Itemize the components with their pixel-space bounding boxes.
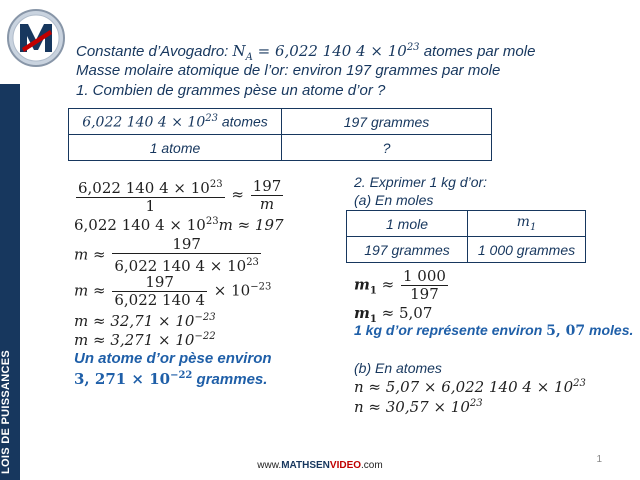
conclusion-atom-mass-1: Un atome d’or pèse environ [74, 350, 272, 367]
question-2: 2. Exprimer 1 kg d’or: [354, 174, 488, 190]
avogadro-line: Constante d’Avogadro: $N_A = 6,022$ 140 $4 \times 10^{23}$ atomes par mole [76, 42, 536, 63]
conclusion-moles: 1 kg d’or représente environ 5, 07 moles. [354, 322, 634, 339]
equation-proportion: $\frac{6,022 140 4 \times 10^{23}}{1}$ ≈ $\frac{197}{m}$ [78, 177, 282, 215]
page-number: 1 [596, 454, 602, 465]
table1-cell-unknown: ? [282, 135, 492, 161]
sidebar-band [0, 84, 20, 480]
table2-cell-197g: 197 grammes [347, 237, 468, 263]
table1-cell-grams: 197 grammes [282, 109, 492, 135]
question-2a: (a) En moles [354, 192, 434, 208]
equation-m1-fraction: $m_1$ ≈ $\frac{1 000}{197}$ [354, 267, 446, 303]
footer-website: www.MATHSENVIDEO.com [257, 460, 383, 471]
avogadro-formula: $N_A = 6,022$ 140 $4 \times 10^{23}$ [232, 42, 420, 63]
equation-cross-multiply: 6,022 140 $4 \times 10^{23}m \approx 197$ [74, 216, 284, 234]
question-2b: (b) En atomes [354, 360, 442, 376]
equation-isolate-m: m ≈ $\frac{197}{6,022 140 4 \times 10^{23}}$ [74, 235, 259, 275]
sidebar-label: LOIS DE PUISSANCES [0, 350, 12, 474]
equation-result-1: $m \approx 32,71 \times 10^{-23}$ [74, 312, 216, 330]
molar-mass-line: Masse molaire atomique de l’or: environ 197 grammes par mole [76, 62, 501, 79]
proportion-table [68, 108, 492, 161]
equation-result-2: $m \approx 3,271 \times 10^{-22}$ [74, 331, 216, 349]
conclusion-atom-mass-2: 3, $271 \times 10^{-22}$ grammes. [74, 370, 268, 388]
table1-cell-atoms: 6,022 140 $4 \times 10^{23}$ atomes [69, 109, 282, 135]
table1-cell-one-atom: 1 atome [69, 135, 282, 161]
table2-cell-one-mole: 1 mole [347, 211, 468, 237]
moles-table [346, 210, 586, 263]
equation-n-product: n ≈ 5,07 × 6,022 140 $4 \times 10^{23}$ [354, 378, 586, 396]
equation-m1-result: $m_1 \approx 5,07$ [354, 304, 433, 325]
equation-n-result: $n \approx 30,57 \times 10^{23}$ [354, 398, 483, 416]
equation-split-power: m ≈ $\frac{197}{6,022 140 4}$ × $10^{-23}$ [74, 273, 272, 309]
logo [6, 8, 66, 68]
table2-cell-1000g: 1 000 grammes [468, 237, 586, 263]
table2-cell-m1: $m_1$ [468, 211, 586, 237]
question-1: 1. Combien de grammes pèse un atome d’or ? [76, 82, 386, 99]
